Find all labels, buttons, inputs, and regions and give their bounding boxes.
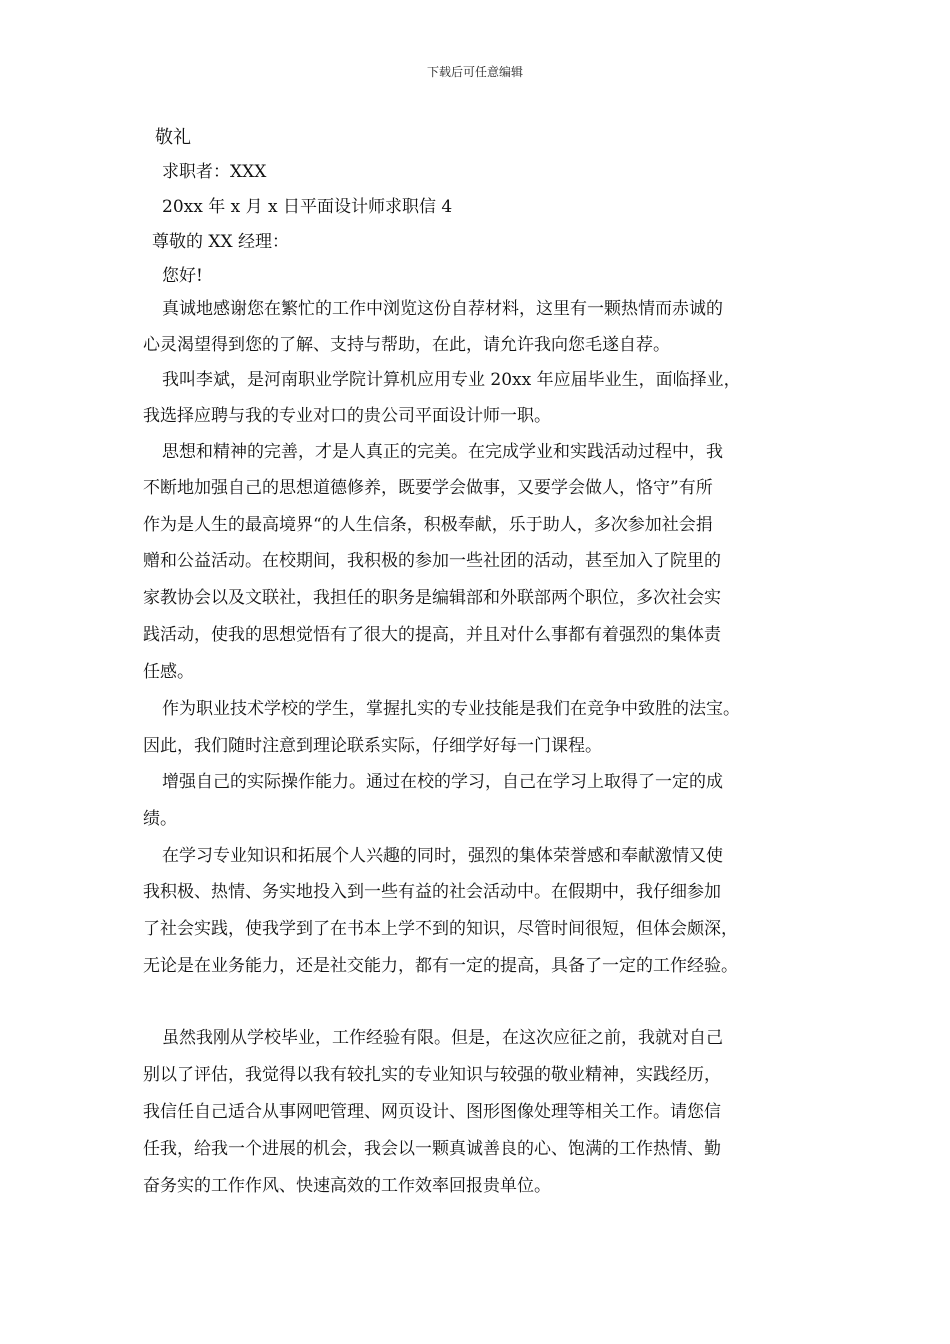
paragraph-line: 作为是人生的最高境界“的人生信条，积极奉献，乐于助人，多次参加社会捐 xyxy=(143,515,713,535)
paragraph-line: 我叫李斌，是河南职业学院计算机应用专业 20xx 年应届毕业生，面临择业， xyxy=(162,370,741,390)
paragraph-line: 奋务实的工作作风、快速高效的工作效率回报贵单位。 xyxy=(143,1176,551,1196)
paragraph-line: 任感。 xyxy=(143,662,194,682)
paragraph-line: 绩。 xyxy=(143,809,177,829)
paragraph-line: 因此，我们随时注意到理论联系实际，仔细学好每一门课程。 xyxy=(143,736,602,756)
paragraph-line: 无论是在业务能力，还是社交能力，都有一定的提高，具备了一定的工作经验。 xyxy=(143,956,738,976)
paragraph-line: 别以了评估，我觉得以我有较扎实的专业知识与较强的敬业精神，实践经历， xyxy=(143,1065,721,1085)
paragraph-line: 作为职业技术学校的学生，掌握扎实的专业技能是我们在竞争中致胜的法宝。 xyxy=(162,699,740,719)
paragraph-line: 践活动，使我的思想觉悟有了很大的提高，并且对什么事都有着强烈的集体责 xyxy=(143,625,721,645)
page-header: 下载后可任意编辑 xyxy=(426,65,523,79)
paragraph-line: 了社会实践，使我学到了在书本上学不到的知识，尽管时间很短，但体会颇深， xyxy=(143,919,738,939)
paragraph-line: 真诚地感谢您在繁忙的工作中浏览这份自荐材料，这里有一颗热情而赤诚的 xyxy=(162,299,723,319)
paragraph-line: 虽然我刚从学校毕业，工作经验有限。但是，在这次应征之前，我就对自己 xyxy=(162,1028,723,1048)
paragraph-line: 我信任自己适合从事网吧管理、网页设计、图形图像处理等相关工作。请您信 xyxy=(143,1102,721,1122)
paragraph-line: 增强自己的实际操作能力。通过在校的学习，自己在学习上取得了一定的成 xyxy=(162,772,723,792)
applicant-line: 求职者：XXX xyxy=(162,162,267,182)
paragraph-line: 家教协会以及文联社，我担任的职务是编辑部和外联部两个职位，多次社会实 xyxy=(143,588,721,608)
paragraph-line: 我积极、热情、务实地投入到一些有益的社会活动中。在假期中，我仔细参加 xyxy=(143,882,721,902)
paragraph-line: 任我，给我一个进展的机会，我会以一颗真诚善良的心、饱满的工作热情、勤 xyxy=(143,1139,721,1159)
greeting: 您好! xyxy=(162,266,203,286)
paragraph-line: 心灵渴望得到您的了解、支持与帮助，在此，请允许我向您毛遂自荐。 xyxy=(143,335,670,355)
date-title-line: 20xx 年 x 月 x 日平面设计师求职信 4 xyxy=(162,197,453,217)
paragraph-line: 我选择应聘与我的专业对口的贵公司平面设计师一职。 xyxy=(143,406,551,426)
closing-salute: 敬礼 xyxy=(155,127,191,148)
paragraph-line: 思想和精神的完善，才是人真正的完美。在完成学业和实践活动过程中，我 xyxy=(162,442,723,462)
paragraph-line: 不断地加强自己的思想道德修养，既要学会做事，又要学会做人，恪守”有所 xyxy=(143,478,713,498)
paragraph-line: 在学习专业知识和拓展个人兴趣的同时，强烈的集体荣誉感和奉献激情又使 xyxy=(162,846,723,866)
recipient-line: 尊敬的 XX 经理： xyxy=(152,232,290,252)
paragraph-line: 赠和公益活动。在校期间，我积极的参加一些社团的活动，甚至加入了院里的 xyxy=(143,551,721,571)
